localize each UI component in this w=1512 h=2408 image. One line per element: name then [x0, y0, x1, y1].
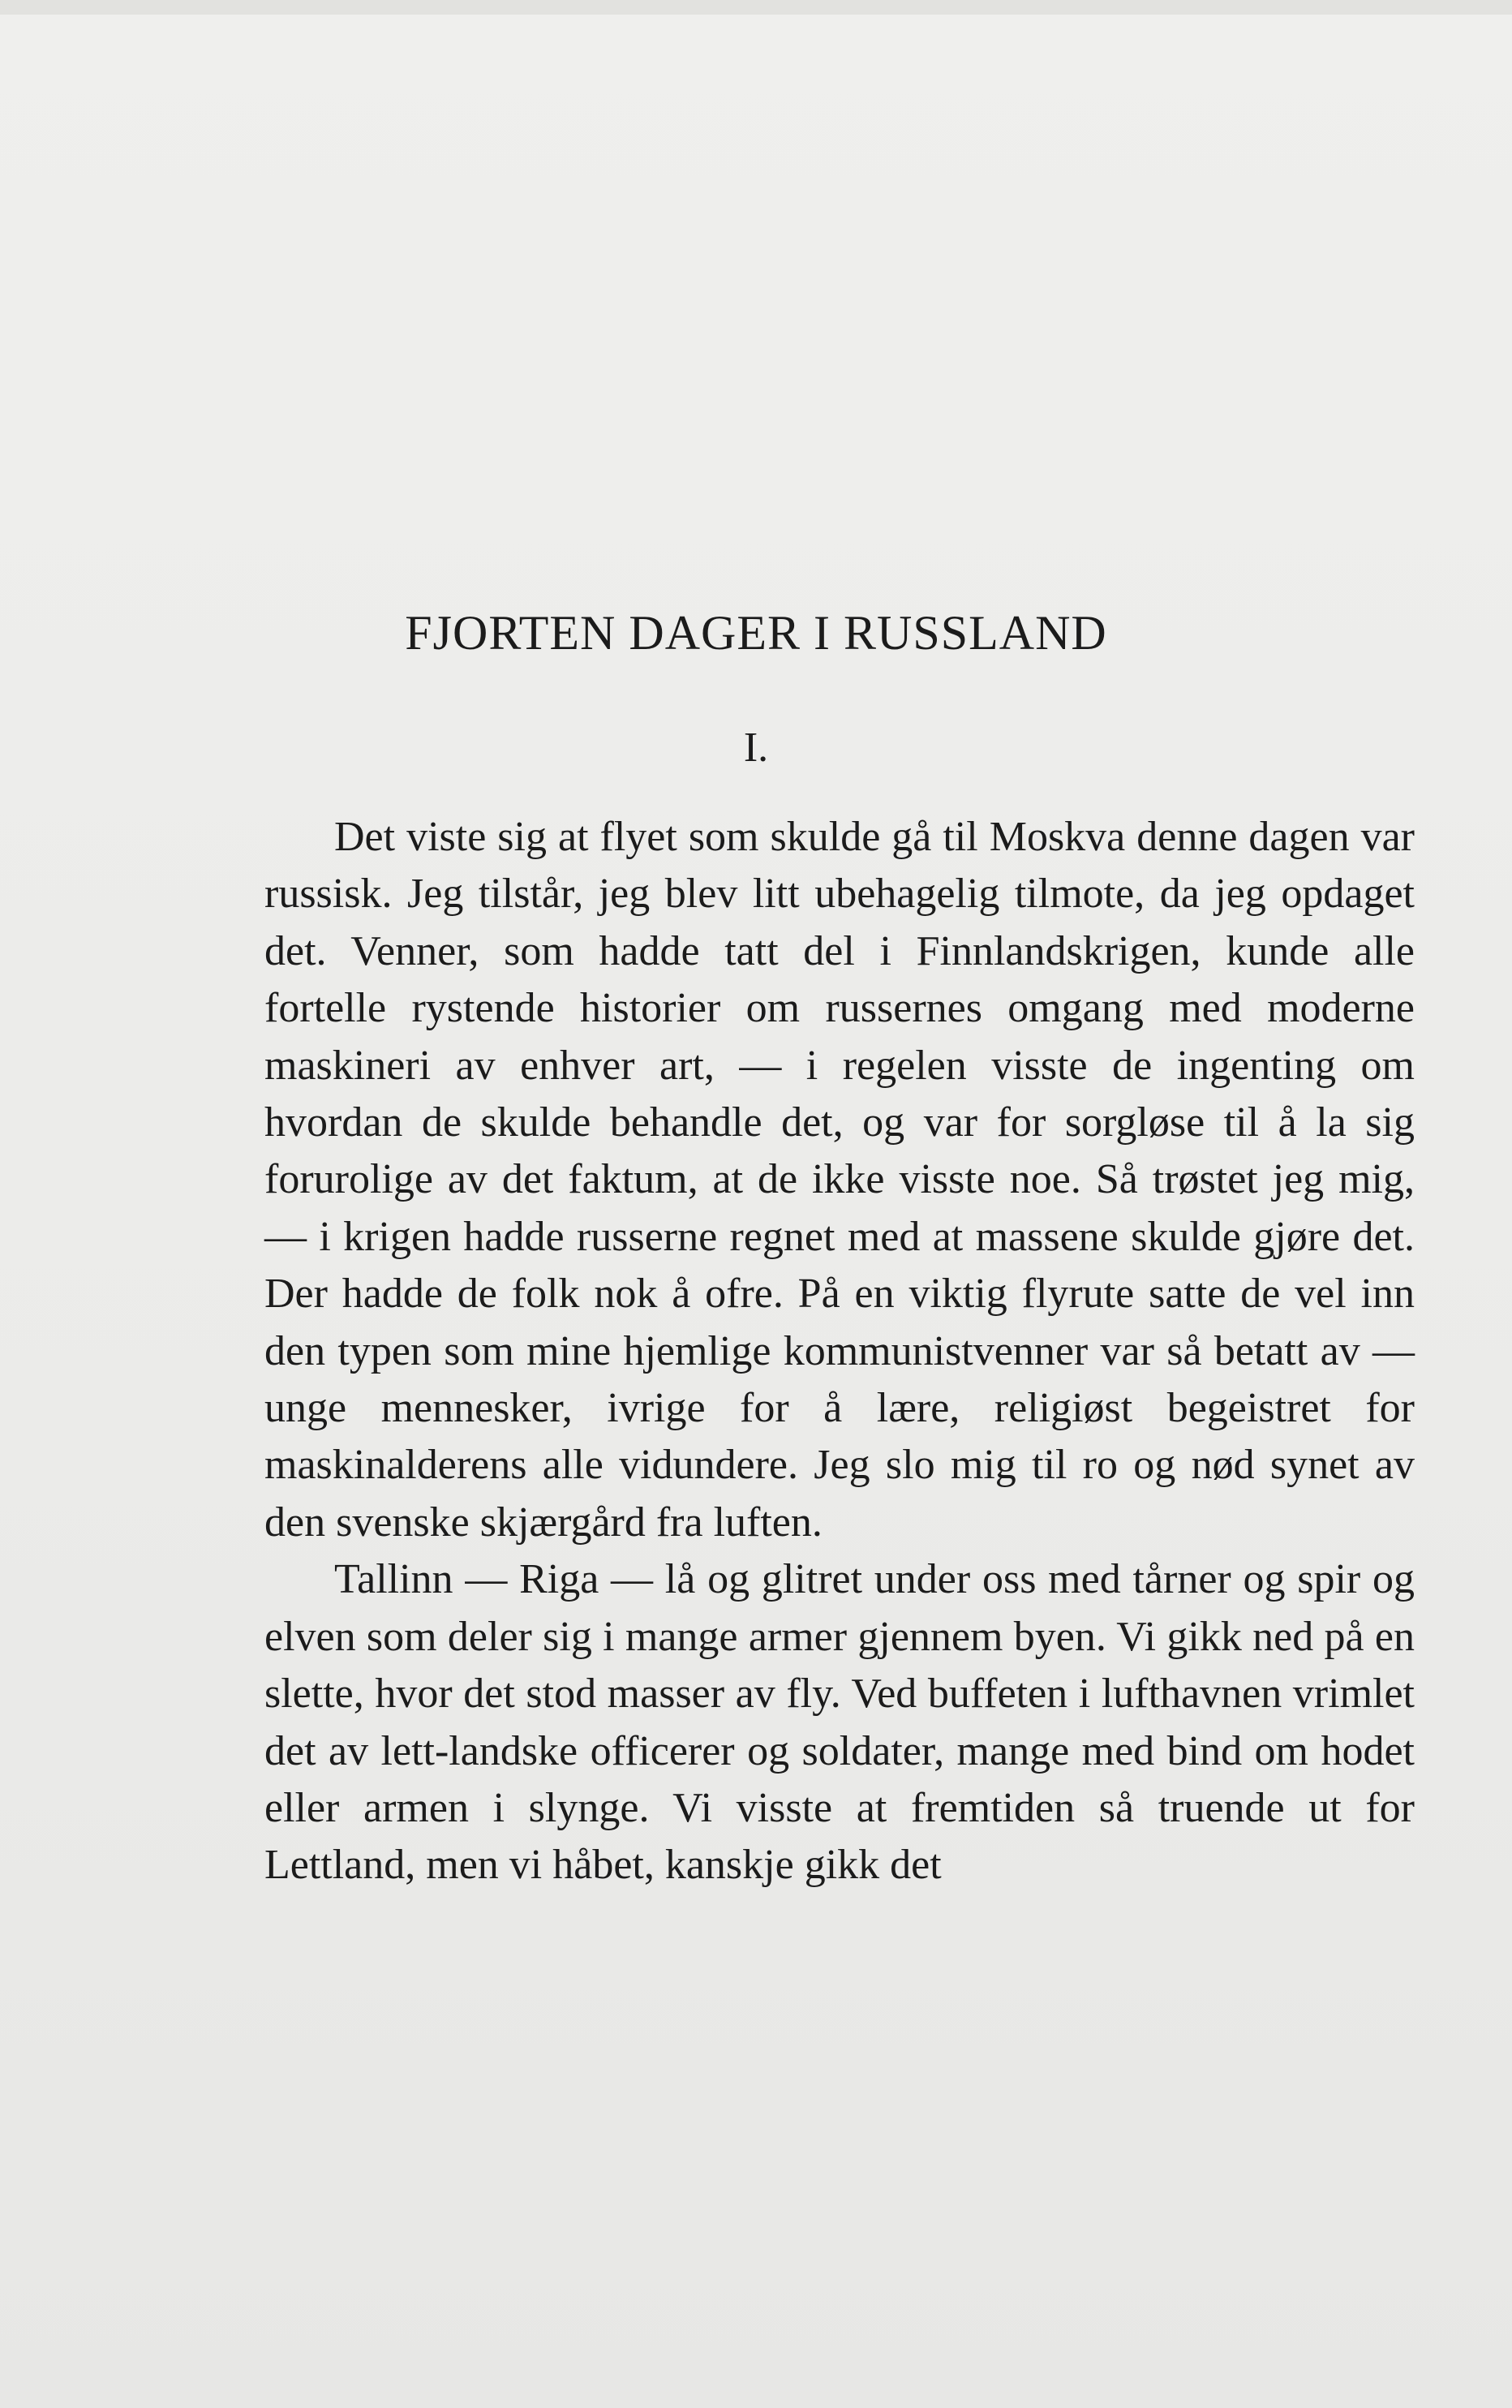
- paragraph: Det viste sig at flyet som skulde gå til Moskva denne dagen var russisk. Jeg tilstår, jeg blev litt ubehagelig tilmote, da jeg opdaget det. Venner, som hadde tatt del i Finnlandskrigen, kunde alle fortelle rystende historier om russernes omgang med moderne maskineri av enhver art, — i regelen visste de ingenting om hvordan de skulde behandle det, og var for sorgløse til å la sig forurolige av det faktum, at de ikke visste noe. Så trøstet jeg mig, — i krigen hadde russerne regnet med at massene skulde gjøre det. Der hadde de folk nok å ofre. På en viktig flyrute satte de vel inn den typen som mine hjemlige kommunistvenner var så betatt av — unge mennesker, ivrige for å lære, religiøst begeistret for maskinalderens alle vidundere. Jeg slo mig til ro og nød synet av den svenske skjærgård fra luften.: [264, 814, 1415, 1546]
- paragraph: Tallinn — Riga — lå og glitret under oss med tårner og spir og elven som deler sig i mange armer gjennem byen. Vi gikk ned på en slette, hvor det stod masser av fly. Ved buffeten i lufthavnen vrimlet det av lett-landske officerer og soldater, mange med bind om hodet eller armen i slynge. Vi visste at fremtiden så truende ut for Lettland, men vi håbet, kanskje gikk det: [264, 1556, 1415, 1889]
- body-text: [264, 809, 1415, 1894]
- page-top-edge: [0, 0, 1512, 15]
- section-number: I.: [743, 725, 769, 771]
- chapter-title: FJORTEN DAGER I RUSSLAND: [405, 606, 1107, 660]
